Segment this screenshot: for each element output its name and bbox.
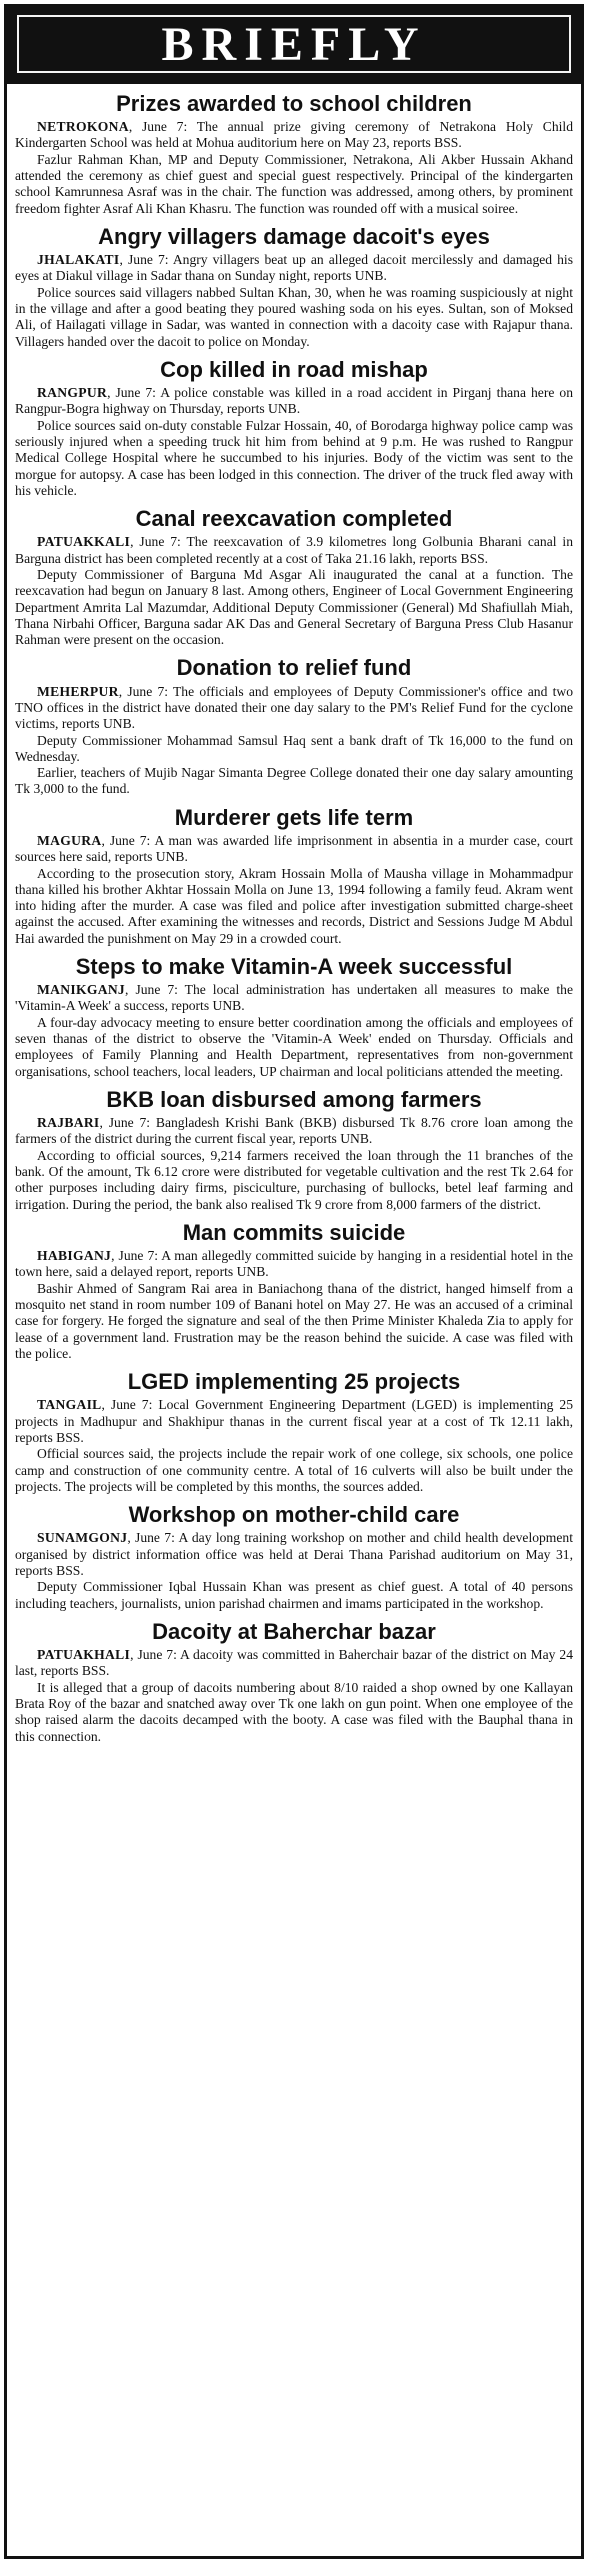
story-dateline: PATUAKKALI: [37, 534, 131, 550]
story-headline: Canal reexcavation completed: [135, 506, 453, 532]
story-paragraph: [15, 684, 573, 733]
story-paragraph: [15, 119, 573, 152]
story-paragraph: Official sources said, the projects include the repair work of one college, six schools, one police camp and construction of one community centre. A total of 16 culverts will also be built under the projects. The projects will be completed by this months, the sources added.: [15, 1446, 573, 1494]
story-paragraph: Police sources said on-duty constable Fulzar Hossain, 40, of Borodarga highway police camp was seriously injured when a speeding truck hit him from behind at 9 p.m. He was rushed to Rangpur Medical College Hospital where he succumbed to his injuries. Body of the victim was sent to the morgue for autopsy. A case has been lodged in this connection. The driver of the truck fled away with his vehicle.: [15, 417, 573, 498]
masthead-title: BRIEFLY: [161, 17, 427, 71]
story-paragraph: [15, 1248, 573, 1281]
story-text: , June 7: The reexcavation of 3.9 kilometres long Golbunia Bharani canal in Barguna district has been completed recently at a cost of Taka 21.16 lakh, reports BSS.: [15, 534, 573, 566]
story-headline: Angry villagers damage dacoit's eyes: [98, 223, 490, 249]
story-dateline: NETROKONA: [37, 119, 129, 135]
story-text: , June 7: Angry villagers beat up an alleged dacoit mercilessly and damaged his eyes at Diakul village in Sadar thana on Sunday night, reports UNB.: [15, 252, 573, 284]
story-paragraph: [15, 1397, 573, 1446]
story-text: , June 7: A dacoity was committed in Baherchair bazar of the district on May 24 last, reports BSS.: [15, 1647, 573, 1679]
story-paragraph: [15, 1115, 573, 1148]
newspaper-column: [4, 4, 584, 2559]
story-headline: Donation to relief fund: [176, 655, 412, 681]
story-headline: Man commits suicide: [182, 1219, 406, 1245]
story-paragraph: It is alleged that a group of dacoits numbering about 8/10 raided a shop owned by one Kallayan Brata Roy of the bazar and snatched away over Tk one lakh on gun point. When one employee of the shop raised alarm the dacoits decamped with the booty. A case was filed with the Bauphal thana in this connection.: [15, 1679, 573, 1744]
story-dateline: HABIGANJ: [37, 1248, 112, 1264]
news-brief: [15, 656, 573, 797]
story-headline: Prizes awarded to school children: [116, 91, 472, 116]
news-brief: [15, 1370, 573, 1495]
story-headline: Steps to make Vitamin-A week successful: [75, 954, 513, 979]
story-headline: Workshop on mother-child care: [128, 1502, 460, 1528]
story-dateline: RANGPUR: [37, 385, 108, 401]
story-text: , June 7: A man allegedly committed suicide by hanging in a residential hotel in the town here, said a delayed report, reports UNB.: [15, 1248, 573, 1280]
story-paragraph: Fazlur Rahman Khan, MP and Deputy Commissioner, Netrakona, Ali Akber Hussain Akhand attended the ceremony as chief guest and special guest respectively. Principal of the kindergarten school Kamrunnesa Asraf was in the chair. The function was addressed, among others, by prominent freedom fighter Asraf Ali Khan Khasru. The function was rounded off with a musical soiree.: [15, 151, 573, 216]
story-dateline: MAGURA: [37, 832, 102, 848]
story-text: , June 7: Bangladesh Krishi Bank (BKB) disbursed Tk 8.76 crore loan among the farmers of the district during the current fiscal year, reports UNB.: [15, 1115, 573, 1147]
story-paragraph: Deputy Commissioner Mohammad Samsul Haq sent a bank draft of Tk 16,000 to the fund on Wednesday.: [15, 732, 573, 764]
story-paragraph: [15, 1647, 573, 1680]
masthead-banner: [7, 7, 581, 84]
story-dateline: MEHERPUR: [37, 683, 119, 699]
story-paragraph: [15, 385, 573, 418]
story-paragraph: [15, 252, 573, 285]
story-paragraph: Deputy Commissioner Iqbal Hussain Khan was present as chief guest. A total of 40 persons including teachers, journalists, union parishad chairmen and imams participated in the workshop.: [15, 1579, 573, 1611]
news-brief: [15, 1620, 573, 1745]
story-paragraph: A four-day advocacy meeting to ensure better coordination among the officials and employees of seven thanas of the district to observe the 'Vitamin-A Week' ended on Thursday. Officials and employees of Family Planning and Health Department, representatives from non-government organisations, school teachers, local leaders, UP chairman and local politicians attended the meeting.: [15, 1014, 573, 1079]
story-paragraph: [15, 833, 573, 866]
story-text: , June 7: A man was awarded life imprisonment in absentia in a murder case, court sources here said, reports UNB.: [15, 832, 573, 865]
story-headline: Cop killed in road mishap: [160, 356, 428, 382]
masthead-frame: [17, 15, 571, 73]
story-headline: LGED implementing 25 projects: [127, 1369, 461, 1395]
story-headline: Murderer gets life term: [174, 804, 414, 830]
story-text: , June 7: Local Government Engineering Department (LGED) is implementing 25 projects in Madhupur and Shakhipur thanas in the current fiscal year at a cost of Tk 12.11 lakh, reports BSS.: [15, 1397, 573, 1445]
story-paragraph: [15, 534, 573, 567]
story-dateline: JHALAKATI: [37, 252, 120, 268]
news-brief: [15, 225, 573, 350]
story-paragraph: [15, 1530, 573, 1579]
story-paragraph: According to official sources, 9,214 farmers received the loan through the 11 branches of the bank. Of the amount, Tk 6.12 crore were distributed for vegetable cultivation and the rest Tk 2.64 for other purposes including dairy firms, pisciculture, purchasing of bullocks, betel leaf farming and irrigation. During the period, the bank also realised Tk 9 crore from 8,000 farmers of the district.: [15, 1147, 573, 1212]
story-dateline: PATUAKHALI: [37, 1647, 131, 1663]
news-brief: [15, 955, 573, 1080]
story-headline: BKB loan disbursed among farmers: [106, 1086, 482, 1112]
story-text: , June 7: The annual prize giving ceremony of Netrakona Holy Child Kindergarten School was held at Mohua auditorium here on May 23, reports BSS.: [15, 119, 573, 151]
story-paragraph: Deputy Commissioner of Barguna Md Asgar Ali inaugurated the canal at a function. The reexcavation had begun on January 8 last. Among others, Engineer of Local Government Engineering Department Amrita Lal Mazumdar, Additional Deputy Commissioner (General) Md Shafiullah Miah, Thana Nirbahi Officer, Barguna sadar AK Das and General Secretary of Barguna Press Club Hasanur Rahman were present on the occasion.: [15, 566, 573, 648]
news-brief: [15, 1503, 573, 1612]
story-dateline: TANGAIL: [37, 1397, 102, 1413]
story-text: , June 7: The officials and employees of Deputy Commissioner's office and two TNO offices in the district have donated their one day salary to the PM's Relief Fund for the cyclone victims, reports UNB.: [15, 683, 573, 732]
story-dateline: MANIKGANJ: [37, 982, 126, 998]
news-brief: [15, 358, 573, 499]
story-dateline: RAJBARI: [37, 1115, 100, 1131]
story-text: , June 7: A day long training workshop on mother and child health development organised by district information office was held at Derai Thana Parishad auditorium on May 31, reports BSS.: [15, 1530, 573, 1578]
news-brief: [15, 1221, 573, 1362]
news-brief: [15, 507, 573, 648]
stories-container: [7, 84, 581, 1745]
story-paragraph: Police sources said villagers nabbed Sultan Khan, 30, when he was roaming suspiciously at night in the village and after a good beating they poured washing soda on his eyes. Sultan, son of Moksed Ali, of Hailagati village in Sadar, was wanted in connection with a dacoity case with Rajapur thana. Villagers handed over the dacoit to police on Monday.: [15, 284, 573, 349]
story-dateline: SUNAMGONJ: [37, 1530, 128, 1546]
story-paragraph: [15, 982, 573, 1015]
story-text: , June 7: The local administration has undertaken all measures to make the 'Vitamin-A Week' a success, reports UNB.: [15, 982, 573, 1014]
story-paragraph: According to the prosecution story, Akram Hossain Molla of Mausha village in Mohammadpur thana killed his brother Akhtar Hossain Molla on June 13, 1994 following a family feud. Akram went into hiding after the murder. A case was filed and police after investigation submitted charge-sheet against the accused. After examining the witnesses and records, District and Sessions Judge M Abdul Hai awarded the punishment on May 29 in a crowded court.: [15, 865, 573, 946]
story-paragraph: Bashir Ahmed of Sangram Rai area in Baniachong thana of the district, hanged himself from a mosquito net stand in room number 109 of Banani hotel on May 27. He was an accused of a criminal case for forgery. He forged the signature and seal of the then Prime Minister Khaleda Zia to apply for lease of a government land. Frustration may be the reason behind the suicide. A case was filed with the police.: [15, 1280, 573, 1361]
news-brief: [15, 92, 573, 217]
story-paragraph: Earlier, teachers of Mujib Nagar Simanta Degree College donated their one day salary amounting Tk 3,000 to the fund.: [15, 765, 573, 797]
news-brief: [15, 806, 573, 947]
news-brief: [15, 1088, 573, 1213]
story-headline: Dacoity at Baherchar bazar: [152, 1618, 436, 1644]
story-text: , June 7: A police constable was killed in a road accident in Pirganj thana here on Rangpur-Bogra highway on Thursday, reports UNB.: [15, 385, 573, 417]
